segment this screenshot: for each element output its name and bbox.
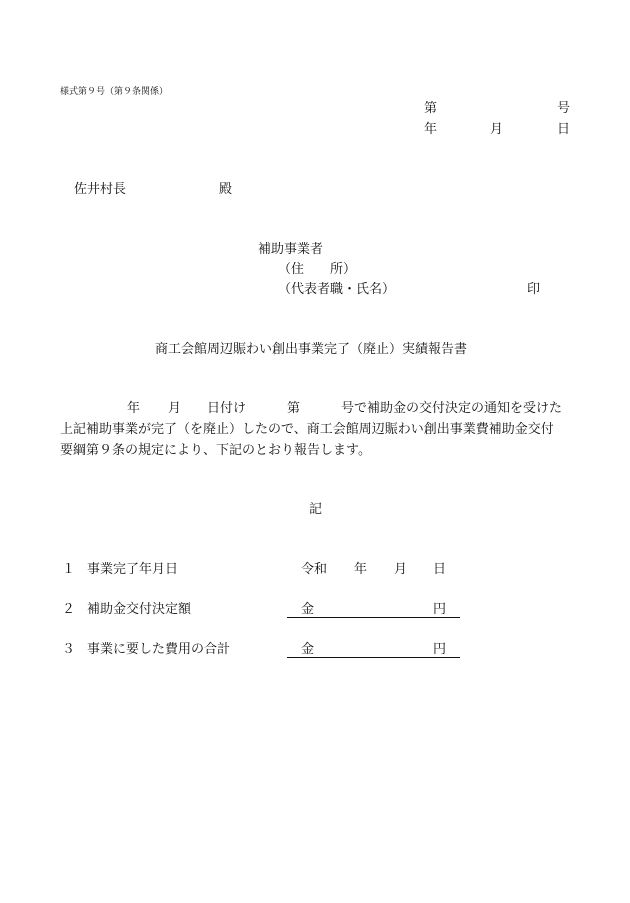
body-year: 年 [127, 401, 141, 416]
seal-mark: 印 [527, 282, 541, 297]
item-number: ２ [62, 602, 76, 617]
document-title: 商工会館周辺賑わい創出事業完了（廃止）実績報告書 [155, 342, 468, 357]
item-label-completion-date: 事業完了年月日 [87, 562, 179, 577]
form-number-label: 様式第９号（第９条関係） [60, 87, 169, 97]
addressee-honorific: 殿 [219, 182, 233, 197]
total-cost-prefix: 金 [301, 642, 315, 657]
body-number-prefix: 第 [287, 401, 301, 416]
body-month: 月 [168, 401, 182, 416]
body-line1-text: 号で補助金の交付決定の通知を受けた [341, 401, 563, 416]
grant-amount-suffix: 円 [433, 602, 447, 617]
ki-heading: 記 [309, 502, 323, 517]
doc-number-suffix: 号 [557, 101, 571, 116]
item-number: １ [62, 562, 76, 577]
total-cost-suffix: 円 [433, 642, 447, 657]
doc-date-month: 月 [490, 122, 504, 137]
grant-amount-prefix: 金 [301, 602, 315, 617]
applicant-address-label: （住 所） [278, 262, 357, 277]
applicant-representative-label: （代表者職・氏名） [278, 282, 396, 297]
completion-year: 年 [354, 562, 368, 577]
completion-day: 日 [433, 562, 447, 577]
doc-number-prefix: 第 [424, 101, 438, 116]
item-label-total-cost: 事業に要した費用の合計 [87, 642, 231, 657]
doc-date-day: 日 [557, 122, 571, 137]
doc-date-year: 年 [424, 122, 438, 137]
completion-month: 月 [394, 562, 408, 577]
item-number: ３ [62, 642, 76, 657]
body-line3: 要綱第９条の規定により、下記のとおり報告します。 [60, 443, 371, 458]
body-dated: 日付け [207, 401, 247, 416]
applicant-heading: 補助事業者 [258, 242, 324, 257]
body-line2: 上記補助事業が完了（を廃止）したので、商工会館周辺賑わい創出事業費補助金交付 [60, 422, 554, 437]
item-label-grant-amount: 補助金交付決定額 [87, 602, 192, 617]
era-label: 令和 [301, 562, 328, 577]
addressee-name: 佐井村長 [74, 182, 127, 197]
